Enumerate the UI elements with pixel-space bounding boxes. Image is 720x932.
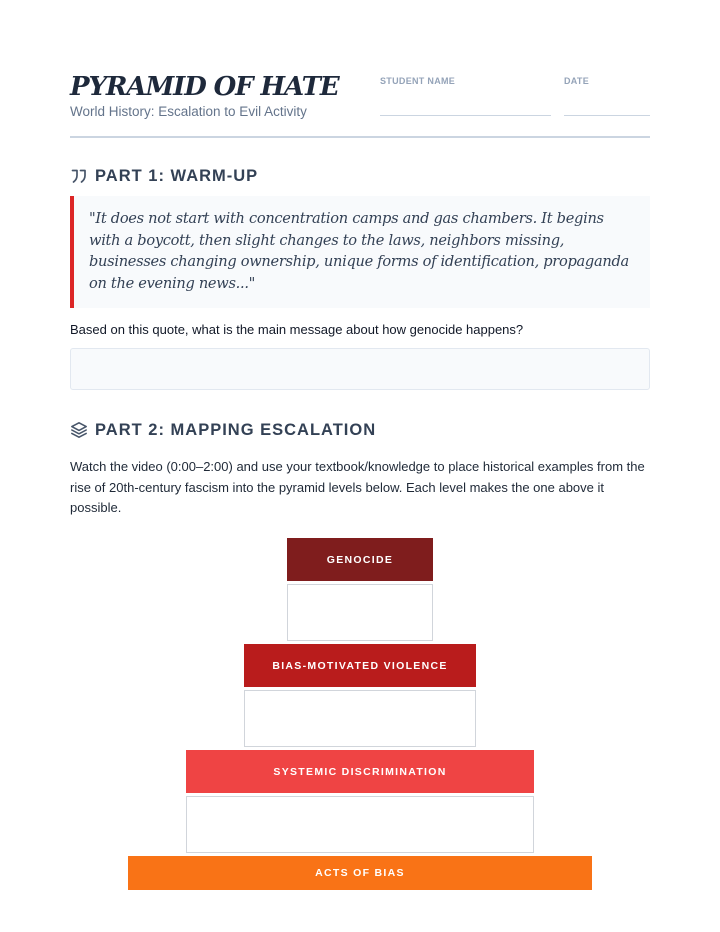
part2-title: PART 2: MAPPING ESCALATION [95,420,377,439]
part1-title: PART 1: WARM-UP [95,166,259,185]
pyramid-level-genocide-input[interactable] [287,584,433,641]
part1-heading [70,164,258,188]
quote-block [70,196,650,308]
pyramid-level-violence-label: BIAS-MOTIVATED VIOLENCE [244,644,476,687]
quote-icon [70,167,88,185]
worksheet-header [70,70,650,138]
date-field[interactable] [564,115,650,116]
layers-icon [70,421,88,439]
worksheet-title: PYRAMID OF HATE [70,72,339,102]
date-label: DATE [564,76,590,86]
part1-question: Based on this quote, what is the main message about how genocide happens? [70,322,524,337]
pyramid-level-violence-input[interactable] [244,690,476,747]
pyramid-level-bias-label: ACTS OF BIAS [128,856,592,890]
part2-heading [70,418,376,442]
student-name-field[interactable] [380,115,551,116]
pyramid-level-discrimination-label: SYSTEMIC DISCRIMINATION [186,750,534,793]
part2-instructions: Watch the video (0:00–2:00) and use your textbook/knowledge to place historical examples from the rise of 20th-century fascism into the pyramid levels below. Each level makes the one above it possible. [70,459,645,515]
pyramid-level-genocide-label: GENOCIDE [287,538,433,581]
worksheet-subtitle: World History: Escalation to Evil Activity [70,104,307,119]
part1-answer-input[interactable] [70,348,650,390]
quote-text: "It does not start with concentration camps and gas chambers. It begins with a boycott, then slight changes to the laws, neighbors missing, businesses changing ownership, unique forms of identification, propaganda on the evening news..." [89,210,629,292]
student-name-label: STUDENT NAME [380,76,456,86]
pyramid-level-discrimination-input[interactable] [186,796,534,853]
